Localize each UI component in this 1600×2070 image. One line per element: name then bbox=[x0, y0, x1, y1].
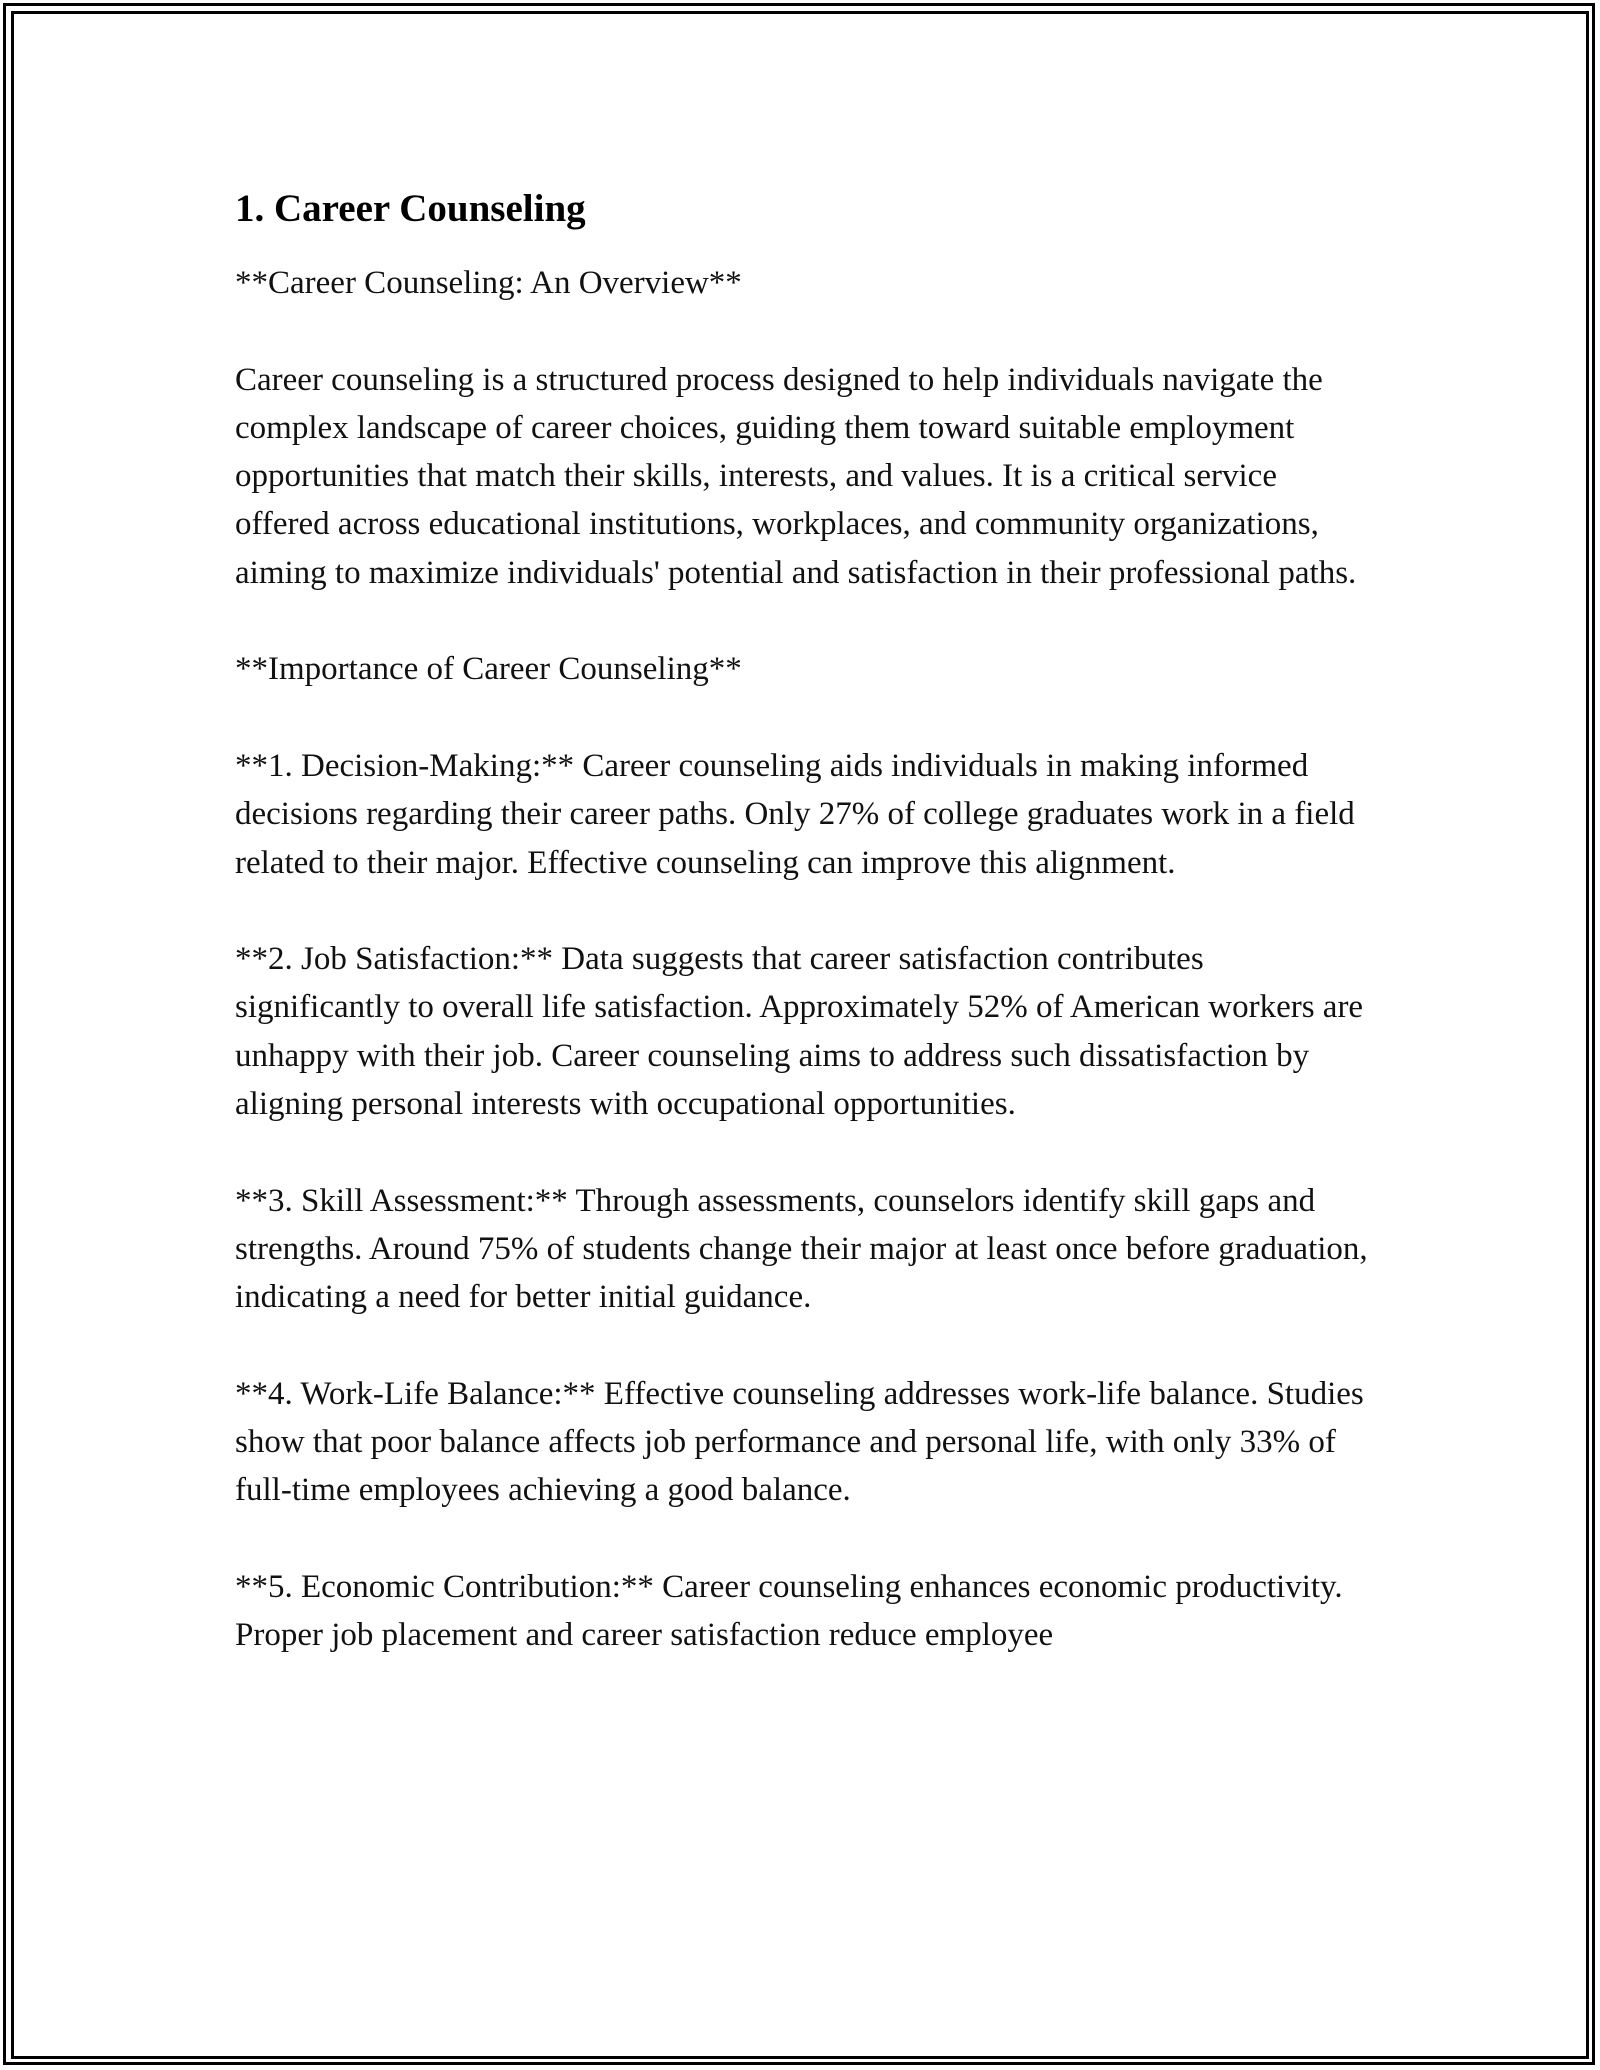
document-body bbox=[235, 185, 1370, 1708]
overview-paragraph: Career counseling is a structured process designed to help individuals navigate the complex landscape of career choices, guiding them toward suitable employment opportunities that match their skills, interests, and values. It is a critical service offered across educational institutions, workplaces, and community organizations, aiming to maximize individuals' potential and satisfaction in their professional paths. bbox=[235, 361, 1357, 591]
point-decision-making: **1. Decision-Making:** Career counseling aids individuals in making informed decisions regarding their career paths. Only 27% of college graduates work in a field related to their major. Effective counseling can improve this alignment. bbox=[235, 747, 1355, 881]
point-skill-assessment: **3. Skill Assessment:** Through assessments, counselors identify skill gaps and strengths. Around 75% of students change their major at least once before graduation, indicating a need for better initial guidance. bbox=[235, 1182, 1368, 1316]
point-work-life-balance: **4. Work-Life Balance:** Effective counseling addresses work-life balance. Studies show that poor balance affects job performance and personal life, with only 33% of full-time employees achieving a good balance. bbox=[235, 1375, 1364, 1509]
section-heading: 1. Career Counseling bbox=[235, 187, 586, 230]
point-job-satisfaction: **2. Job Satisfaction:** Data suggests that career satisfaction contributes significantly to overall life satisfaction. Approximately 52% of American workers are unhappy with their job. Career counseling aims to address such dissatisfaction by aligning personal interests with occupational opportunities. bbox=[235, 941, 1364, 1123]
overview-title: **Career Counseling: An Overview** bbox=[235, 265, 742, 301]
importance-title: **Importance of Career Counseling** bbox=[235, 651, 742, 688]
point-economic-contribution: **5. Economic Contribution:** Career counseling enhances economic productivity. Proper job placement and career satisfaction reduce employee bbox=[235, 1569, 1343, 1654]
